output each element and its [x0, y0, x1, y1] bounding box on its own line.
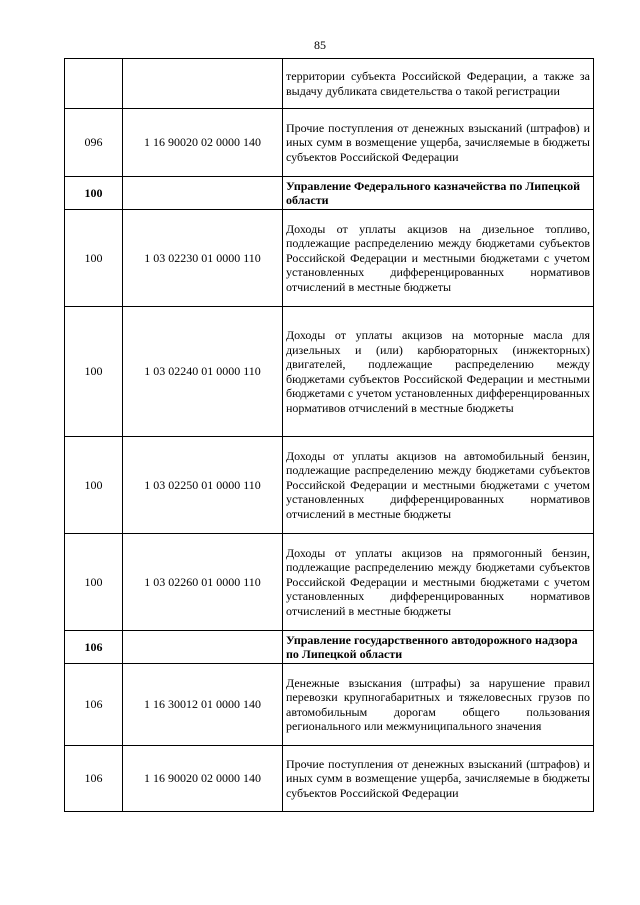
table-row [65, 59, 594, 109]
administrator-name-cell: Управление Федерального казначейства по Липецкой области [283, 177, 594, 210]
revenue-name-cell: Доходы от уплаты акцизов на прямогонный бензин, подлежащие распределению между бюджетами субъектов Российской Федерации и местными бюджетами с учетом установленных дифференцированных нормативов отчислений в местные бюджеты [283, 534, 594, 631]
revenue-name-cell: Прочие поступления от денежных взысканий (штрафов) и иных сумм в возмещение ущерба, зачисляемые в бюджеты субъектов Российской Федерации [283, 746, 594, 812]
budget-code-cell: 1 03 02250 01 0000 110 [123, 437, 283, 534]
revenue-name-cell: Доходы от уплаты акцизов на моторные масла для дизельных и (или) карбюраторных (инжекторных) двигателей, подлежащие распределению между бюджетами субъектов Российской Федерации и местными бюджетами с учетом установленных дифференцированных нормативов отчислений в местные бюджеты [283, 307, 594, 437]
table-row [65, 210, 594, 307]
revenue-name-cell: Доходы от уплаты акцизов на дизельное топливо, подлежащие распределению между бюджетами субъектов Российской Федерации и местными бюджетами с учетом установленных дифференцированных нормативов отчислений в местные бюджеты [283, 210, 594, 307]
admin-code-cell: 106 [65, 631, 123, 664]
budget-code-cell [123, 177, 283, 210]
budget-code-cell: 1 03 02260 01 0000 110 [123, 534, 283, 631]
revenue-name-cell: территории субъекта Российской Федерации, а также за выдачу дубликата свидетельства о такой регистрации [283, 59, 594, 109]
table-row [65, 437, 594, 534]
table-row [65, 109, 594, 177]
administrator-name-cell: Управление государственного автодорожного надзора по Липецкой области [283, 631, 594, 664]
admin-code-cell: 096 [65, 109, 123, 177]
table-row [65, 534, 594, 631]
revenue-name-cell: Прочие поступления от денежных взысканий (штрафов) и иных сумм в возмещение ущерба, зачисляемые в бюджеты субъектов Российской Федерации [283, 109, 594, 177]
page-number: 85 [314, 38, 326, 52]
revenue-name-cell: Денежные взыскания (штрафы) за нарушение правил перевозки крупногабаритных и тяжеловесных грузов по автомобильным дорогам общего пользования регионального или межмуниципального значения [283, 664, 594, 746]
table-row-heading [65, 631, 594, 664]
table-row [65, 307, 594, 437]
revenue-codes-table [64, 58, 594, 812]
table-row [65, 664, 594, 746]
budget-code-cell: 1 03 02230 01 0000 110 [123, 210, 283, 307]
revenue-name-cell: Доходы от уплаты акцизов на автомобильный бензин, подлежащие распределению между бюджетами субъектов Российской Федерации и местными бюджетами с учетом установленных дифференцированных нормативов отчислений в местные бюджеты [283, 437, 594, 534]
admin-code-cell: 100 [65, 210, 123, 307]
admin-code-cell: 100 [65, 534, 123, 631]
table-row [65, 746, 594, 812]
budget-code-cell [123, 59, 283, 109]
budget-code-cell: 1 16 90020 02 0000 140 [123, 746, 283, 812]
budget-code-cell: 1 16 90020 02 0000 140 [123, 109, 283, 177]
admin-code-cell: 106 [65, 746, 123, 812]
budget-code-cell [123, 631, 283, 664]
admin-code-cell: 100 [65, 177, 123, 210]
admin-code-cell: 100 [65, 307, 123, 437]
admin-code-cell: 106 [65, 664, 123, 746]
admin-code-cell: 100 [65, 437, 123, 534]
table-row-heading [65, 177, 594, 210]
budget-code-cell: 1 16 30012 01 0000 140 [123, 664, 283, 746]
admin-code-cell [65, 59, 123, 109]
budget-code-cell: 1 03 02240 01 0000 110 [123, 307, 283, 437]
